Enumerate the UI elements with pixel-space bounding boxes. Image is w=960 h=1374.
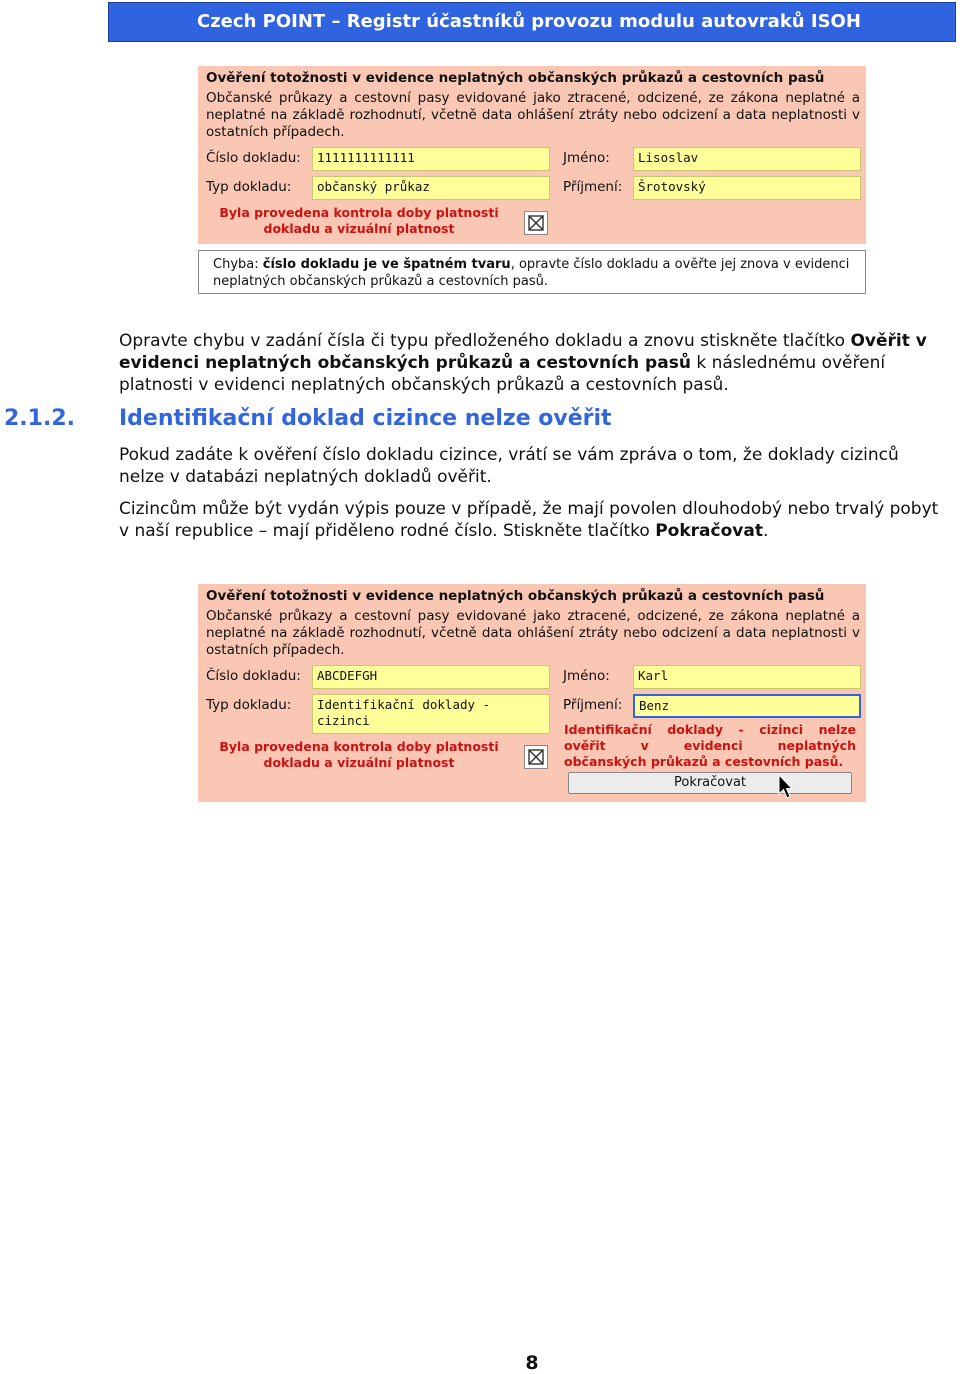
form-description: Občanské průkazy a cestovní pasy evidované jako ztracené, odcizené, ze zákona neplatné a neplatné na základě rozhodnutí, včetně data ohlášení ztráty nebo odcizení a data neplatnosti v ostatních případech. (206, 90, 860, 140)
instruction-paragraph (119, 330, 939, 396)
surname-label: Příjmení: (563, 697, 623, 713)
doc-type-select[interactable]: Identifikační doklady - cizinci (312, 694, 550, 734)
foreigner-message-text-end: občanských průkazů a cestovních pasů. (564, 754, 844, 769)
doc-number-label: Číslo dokladu: (206, 150, 301, 166)
error-prefix: Chyba: (213, 257, 263, 272)
validity-check-label: Byla provedena kontrola doby platnosti dokladu a vizuální platnost (219, 205, 499, 236)
para2-text: Cizincům může být vydán výpis pouze v případě, že mají povolen dlouhodobý nebo trvalý pobyt v naší republice – mají přiděleno rodné číslo. Stiskněte tlačítko (119, 499, 939, 541)
doc-number-input[interactable]: 1111111111111 (312, 147, 550, 171)
surname-label: Příjmení: (563, 179, 623, 195)
validity-checkbox[interactable] (524, 211, 548, 235)
instruction-button-ref: Ověřit v evidenci neplatných občanských průkazů a cestovních pasů (119, 331, 927, 373)
form-title: Ověření totožnosti v evidence neplatných občanských průkazů a cestovních pasů (206, 70, 825, 86)
doc-number-label: Číslo dokladu: (206, 668, 301, 684)
first-name-input[interactable]: Karl (633, 665, 861, 689)
doc-type-select[interactable]: občanský průkaz (312, 176, 550, 200)
foreigner-message-text: Identifikační doklady - cizinci nelze ověřit v evidenci neplatných (564, 722, 856, 753)
header-title: Czech POINT – Registr účastníků provozu modulu autovraků ISOH (197, 11, 861, 32)
checked-x-icon (525, 746, 547, 768)
first-name-label: Jméno: (563, 150, 610, 166)
error-message-box (198, 250, 866, 294)
error-rest: , opravte číslo dokladu a ověřte jej znova v evidenci neplatných občanských průkazů a cestovních pasů. (213, 257, 850, 289)
page-number: 8 (525, 1352, 539, 1374)
section-number: 2.1.2. (4, 406, 75, 431)
doc-type-label: Typ dokladu: (206, 697, 292, 713)
doc-type-label: Typ dokladu: (206, 179, 292, 195)
form-title: Ověření totožnosti v evidence neplatných občanských průkazů a cestovních pasů (206, 588, 825, 604)
first-name-input[interactable]: Lisoslav (633, 147, 861, 171)
mouse-pointer-icon (778, 774, 794, 800)
para2-end: . (762, 521, 769, 541)
error-bold: číslo dokladu je ve špatném tvaru (262, 257, 511, 272)
continue-button[interactable]: Pokračovat (568, 772, 852, 794)
section-paragraph-2 (119, 498, 939, 542)
section-title: Identifikační doklad cizince nelze ověřit (119, 406, 612, 431)
instruction-text-end: k následnému ověření platnosti v evidenci neplatných občanských průkazů a cestovních pasů. (119, 353, 886, 395)
surname-input[interactable]: Šrotovský (633, 176, 861, 200)
validity-check-label: Byla provedena kontrola doby platnosti dokladu a vizuální platnost (219, 739, 499, 770)
page-header (108, 2, 956, 42)
validity-checkbox[interactable] (524, 745, 548, 769)
form-description: Občanské průkazy a cestovní pasy evidované jako ztracené, odcizené, ze zákona neplatné a neplatné na základě rozhodnutí, včetně data ohlášení ztráty nebo odcizení a data neplatnosti v ostatních případech. (206, 608, 860, 658)
instruction-text: Opravte chybu v zadání čísla či typu předloženého dokladu a znovu stiskněte tlačítko (119, 331, 851, 351)
first-name-label: Jméno: (563, 668, 610, 684)
para2-button-ref: Pokračovat (655, 521, 763, 541)
verification-form-2 (198, 584, 866, 802)
doc-number-input[interactable]: ABCDEFGH (312, 665, 550, 689)
surname-input[interactable]: Benz (633, 694, 861, 718)
checked-x-icon (525, 212, 547, 234)
verification-form-1 (198, 66, 866, 244)
foreigner-message (564, 722, 856, 770)
section-paragraph-1: Pokud zadáte k ověření číslo dokladu cizince, vrátí se vám zpráva o tom, že doklady cizinců nelze v databázi neplatných dokladů ověřit. (119, 445, 899, 487)
